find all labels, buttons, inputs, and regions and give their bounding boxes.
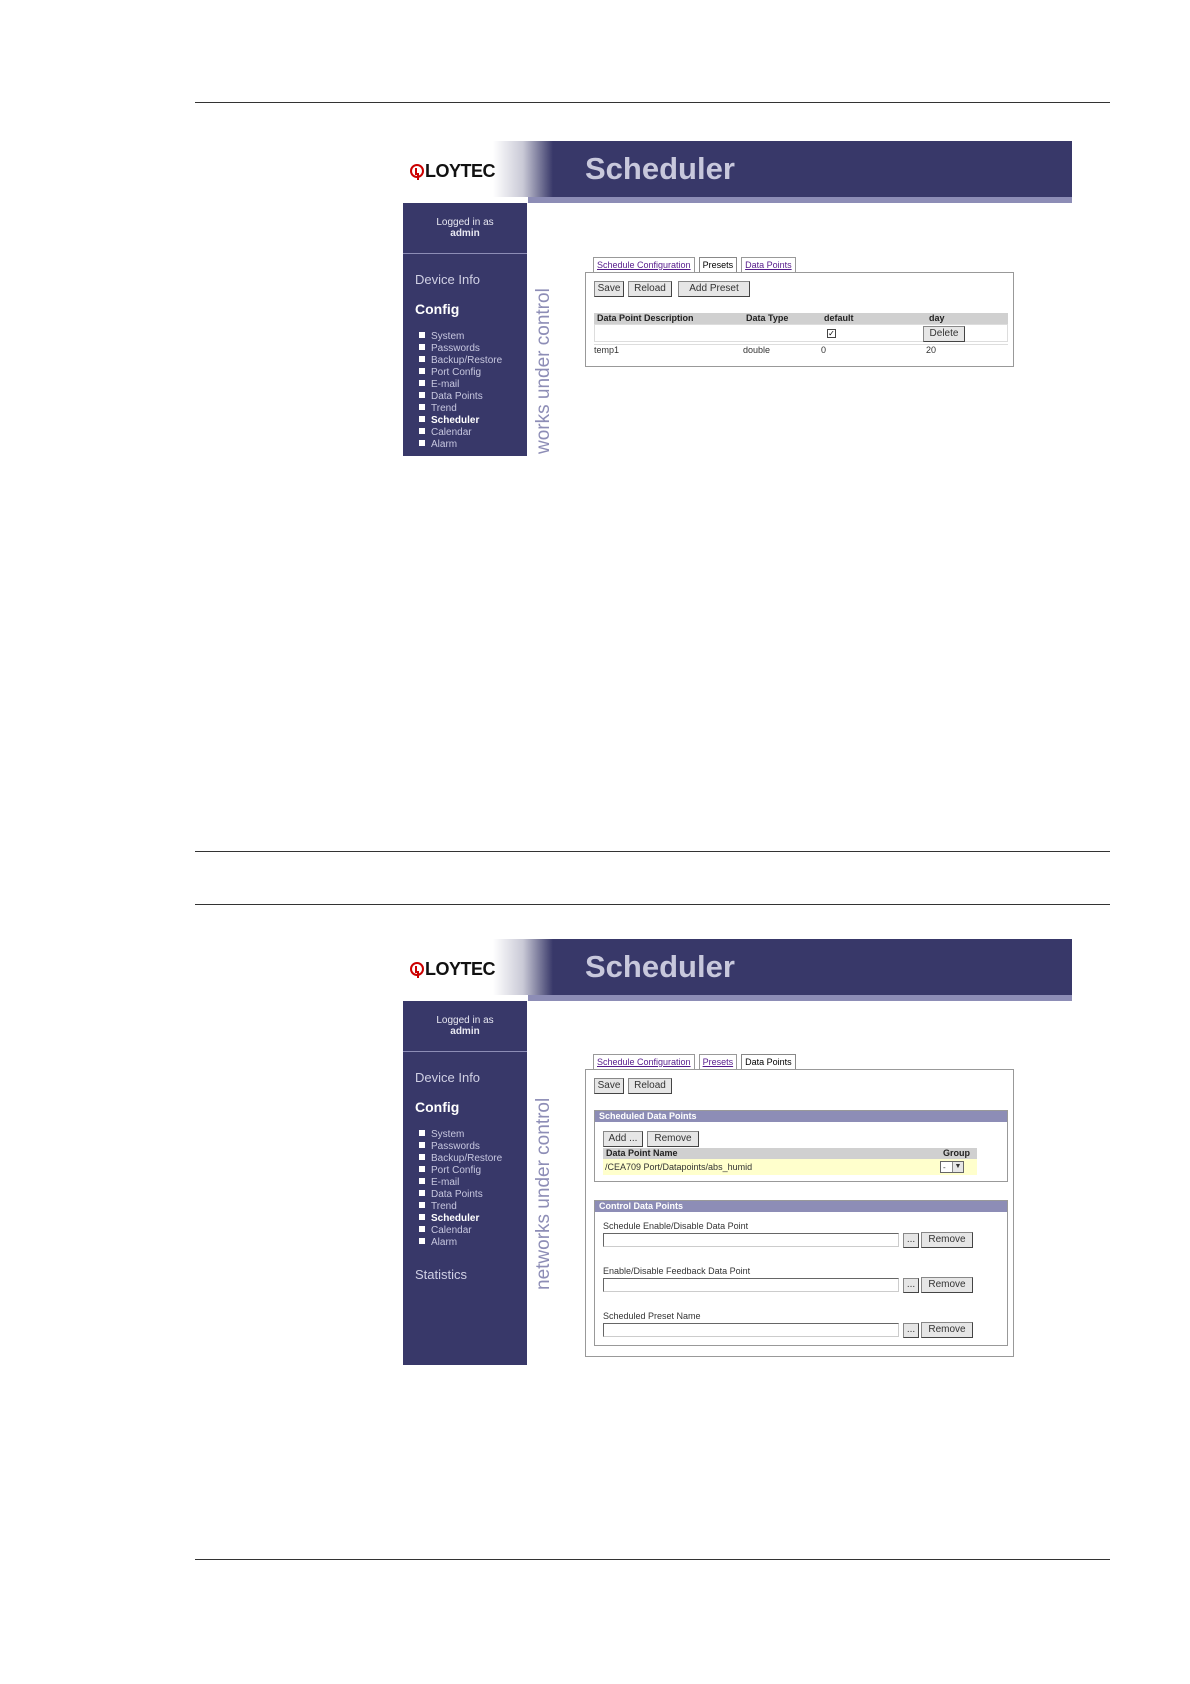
nav-device-info[interactable]: Device Info xyxy=(415,1070,481,1085)
bullet-icon xyxy=(419,1202,425,1208)
tagline: networks under control xyxy=(533,1097,554,1290)
tab-schedule-configuration[interactable]: Schedule Configuration xyxy=(593,257,695,272)
preset-name-label: Scheduled Preset Name xyxy=(603,1311,701,1321)
loytec-logo-icon xyxy=(410,164,424,178)
tab-presets[interactable]: Presets xyxy=(699,257,738,274)
bullet-icon xyxy=(419,392,425,398)
logged-in-label: Logged in as xyxy=(436,217,494,228)
bullet-icon xyxy=(419,356,425,362)
nav-item-passwords[interactable]: Passwords xyxy=(419,343,527,355)
loytec-logo: LOYTEC xyxy=(410,161,495,182)
sidebar xyxy=(403,1001,527,1365)
bullet-icon xyxy=(419,344,425,350)
tab-data-points[interactable]: Data Points xyxy=(741,257,796,272)
remove-feedback-button[interactable]: Remove xyxy=(921,1277,973,1293)
screenshot-presets xyxy=(403,141,1072,456)
tab-schedule-configuration[interactable]: Schedule Configuration xyxy=(593,1054,695,1069)
bullet-icon xyxy=(419,404,425,410)
sidebar-divider xyxy=(403,1051,527,1052)
logged-in-user: admin xyxy=(450,228,480,239)
group-select-value: - xyxy=(943,1163,946,1172)
table-row xyxy=(603,1159,977,1175)
nav-item-calendar[interactable]: Calendar xyxy=(419,427,527,439)
nav-item-data-points[interactable]: Data Points xyxy=(419,1189,527,1201)
row-type: double xyxy=(743,345,771,355)
page-title: Scheduler xyxy=(585,949,735,984)
bullet-icon xyxy=(419,1166,425,1172)
nav-item-port-config[interactable]: Port Config xyxy=(419,367,527,379)
bullet-icon xyxy=(419,1214,425,1220)
add-preset-button[interactable]: Add Preset xyxy=(678,281,750,297)
nav-item-system[interactable]: System xyxy=(419,1129,527,1141)
nav-config[interactable]: Config xyxy=(415,1099,460,1115)
logo-area xyxy=(403,141,553,197)
schedule-enable-label: Schedule Enable/Disable Data Point xyxy=(603,1221,749,1231)
logged-in-label: Logged in as xyxy=(436,1015,494,1026)
feedback-label: Enable/Disable Feedback Data Point xyxy=(603,1266,751,1276)
save-button[interactable]: Save xyxy=(594,1078,624,1094)
save-button[interactable]: Save xyxy=(594,281,624,297)
col-data-type: Data Type xyxy=(746,313,789,323)
sidebar-divider xyxy=(403,253,527,254)
header-strip xyxy=(528,995,1072,1001)
nav-item-data-points[interactable]: Data Points xyxy=(419,391,527,403)
nav-item-system[interactable]: System xyxy=(419,331,527,343)
row-description: temp1 xyxy=(594,345,620,355)
nav-statistics[interactable]: Statistics xyxy=(415,1267,468,1282)
nav-item-scheduler[interactable]: Scheduler xyxy=(419,1213,527,1225)
logo-area xyxy=(403,939,553,995)
default-checkbox[interactable]: ✓ xyxy=(828,329,835,338)
nav-item-passwords[interactable]: Passwords xyxy=(419,1141,527,1153)
scheduled-table-header xyxy=(603,1148,977,1159)
nav-item-alarm[interactable]: Alarm xyxy=(419,1237,527,1249)
control-data-points-title: Control Data Points xyxy=(595,1201,1007,1212)
bullet-icon xyxy=(419,1178,425,1184)
bullet-icon xyxy=(419,368,425,374)
page-rule-mid1 xyxy=(195,851,1110,852)
scheduled-data-points-title: Scheduled Data Points xyxy=(595,1111,1007,1122)
nav-item-backup-restore[interactable]: Backup/Restore xyxy=(419,1153,527,1165)
page-rule-bottom xyxy=(195,1559,1110,1560)
logged-in-info xyxy=(403,203,527,249)
nav-item-email[interactable]: E-mail xyxy=(419,1177,527,1189)
loytec-logo: LOYTEC xyxy=(410,959,495,980)
page-title: Scheduler xyxy=(585,151,735,186)
col-group: Group xyxy=(943,1148,970,1158)
loytec-logo-icon xyxy=(410,962,424,976)
tab-data-points[interactable]: Data Points xyxy=(741,1054,796,1071)
nav-item-backup-restore[interactable]: Backup/Restore xyxy=(419,355,527,367)
browse-button[interactable]: ... xyxy=(903,1278,919,1293)
bullet-icon xyxy=(419,1154,425,1160)
tagline: works under control xyxy=(533,288,554,454)
control-data-points-section xyxy=(594,1200,1008,1346)
presets-panel xyxy=(585,272,1014,367)
page-rule-top xyxy=(195,102,1110,103)
feedback-field[interactable] xyxy=(603,1278,899,1292)
bullet-icon xyxy=(419,440,425,446)
nav-item-email[interactable]: E-mail xyxy=(419,379,527,391)
row-day-value: 20 xyxy=(926,345,937,355)
nav-item-calendar[interactable]: Calendar xyxy=(419,1225,527,1237)
bullet-icon xyxy=(419,416,425,422)
browse-button[interactable]: ... xyxy=(903,1323,919,1338)
scheduled-data-points-section xyxy=(594,1110,1008,1182)
sidebar xyxy=(403,203,527,456)
bullet-icon xyxy=(419,428,425,434)
remove-preset-name-button[interactable]: Remove xyxy=(921,1322,973,1338)
screenshot-data-points xyxy=(403,939,1072,1365)
schedule-enable-field[interactable] xyxy=(603,1233,899,1247)
tab-presets[interactable]: Presets xyxy=(699,1054,738,1069)
col-description: Data Point Description xyxy=(597,313,694,323)
header-strip xyxy=(528,197,1072,203)
nav-config[interactable]: Config xyxy=(415,301,460,317)
group-select[interactable] xyxy=(940,1161,964,1173)
page-rule-mid2 xyxy=(195,904,1110,905)
nav-item-alarm[interactable]: Alarm xyxy=(419,439,527,451)
nav-item-port-config[interactable]: Port Config xyxy=(419,1165,527,1177)
remove-schedule-enable-button[interactable]: Remove xyxy=(921,1232,973,1248)
nav-item-trend[interactable]: Trend xyxy=(419,1201,527,1213)
row-data-point-name: /CEA709 Port/Datapoints/abs_humid xyxy=(605,1162,753,1172)
reload-button[interactable]: Reload xyxy=(628,281,672,297)
browse-button[interactable]: ... xyxy=(903,1233,919,1248)
add-button[interactable]: Add ... xyxy=(603,1131,643,1147)
bullet-icon xyxy=(419,1226,425,1232)
col-data-point-name: Data Point Name xyxy=(606,1148,678,1158)
logged-in-user: admin xyxy=(450,1026,480,1037)
config-submenu xyxy=(419,331,527,451)
presets-table-header xyxy=(594,313,1008,324)
nav-item-trend[interactable]: Trend xyxy=(419,403,527,415)
delete-button[interactable]: Delete xyxy=(923,326,965,342)
logged-in-info xyxy=(403,1001,527,1047)
bullet-icon xyxy=(419,1130,425,1136)
col-default: default xyxy=(824,313,854,323)
col-day: day xyxy=(929,313,945,323)
bullet-icon xyxy=(419,1142,425,1148)
nav-device-info[interactable]: Device Info xyxy=(415,272,481,287)
preset-name-field[interactable] xyxy=(603,1323,899,1337)
bullet-icon xyxy=(419,1190,425,1196)
chevron-down-icon: ▼ xyxy=(952,1162,963,1172)
nav-item-scheduler[interactable]: Scheduler xyxy=(419,415,527,427)
table-row xyxy=(594,344,1008,356)
remove-button[interactable]: Remove xyxy=(647,1131,699,1147)
bullet-icon xyxy=(419,1238,425,1244)
row-default-value: 0 xyxy=(821,345,827,355)
reload-button[interactable]: Reload xyxy=(628,1078,672,1094)
bullet-icon xyxy=(419,380,425,386)
data-points-panel xyxy=(585,1069,1014,1357)
config-submenu xyxy=(419,1129,527,1249)
bullet-icon xyxy=(419,332,425,338)
presets-row-controls xyxy=(594,324,1008,342)
